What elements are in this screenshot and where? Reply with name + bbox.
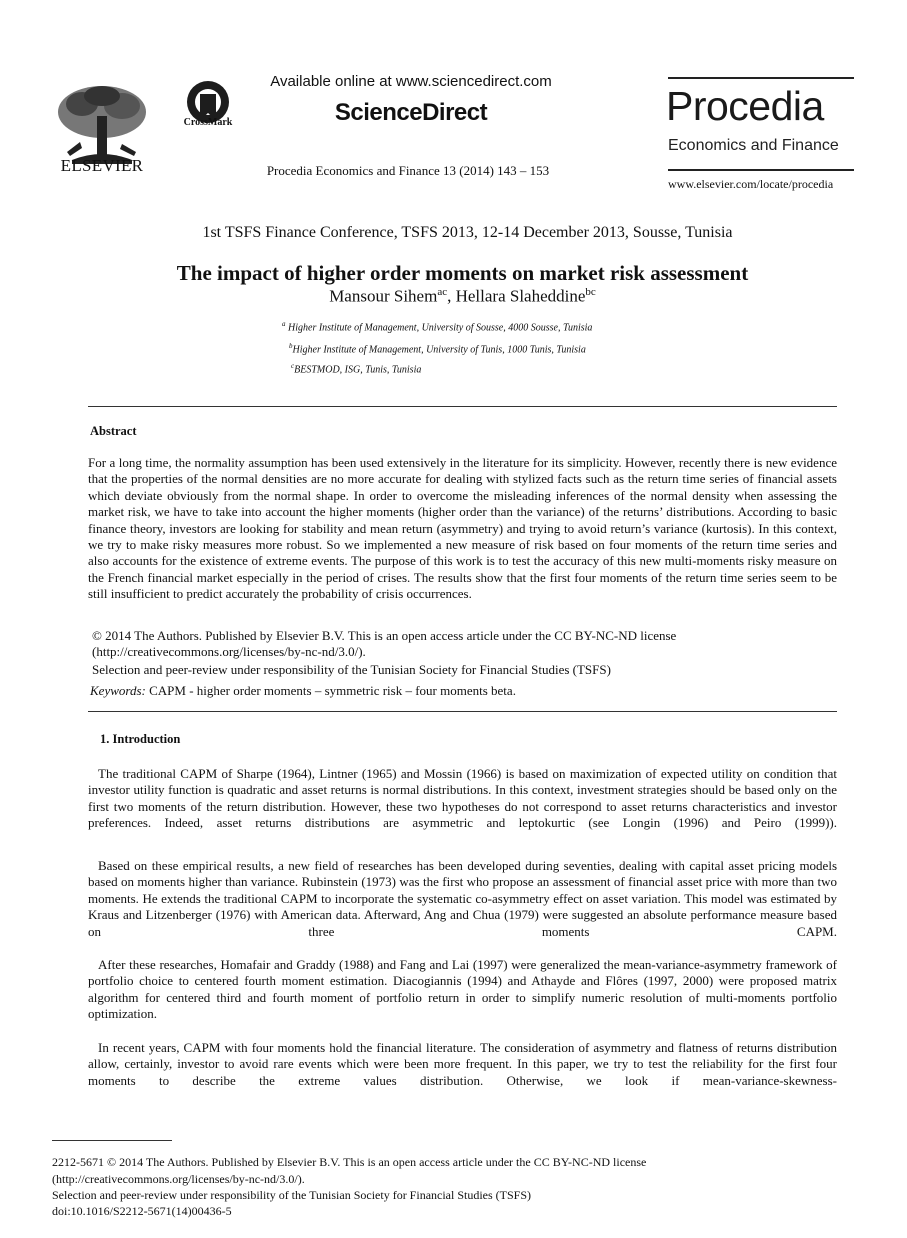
sciencedirect-logo: ScienceDirect [334, 99, 488, 126]
affiliation-b [289, 342, 586, 355]
paper-title: The impact of higher order moments on market risk assessment [176, 261, 749, 285]
intro-paragraph-4 [88, 1040, 837, 1089]
intro-paragraph-1 [88, 766, 837, 832]
affiliation-c-text: BESTMOD, ISG, Tunis, Tunisia [294, 364, 422, 376]
keywords [90, 683, 516, 699]
intro-paragraph-2-text: Based on these empirical results, a new field of researches has been developed during seventies, dealing with capital asset pricing models based on moments higher than variance. Rubinstein (1973) was the first who propose an assessment of financial asset price with more than two moments. He extends the traditional CAPM to incorporate the systematic co-asymmetry effect on asset variation. This model was estimated by Kraus and Litzenberger (1976) with American data. Afterward, Ang and Chua (1979) were suggested an absolute performance measure based on three moments CAPM. [88, 858, 837, 939]
procedia-rule-top [668, 77, 854, 79]
abstract-heading: Abstract [90, 424, 137, 438]
affiliation-c [291, 362, 421, 375]
footnote-peer-review: Selection and peer-review under responsibility of the Tunisian Society for Financial Studies (TSFS) [52, 1188, 532, 1202]
keywords-text: CAPM - higher order moments – symmetric risk – four moments beta. [145, 683, 516, 698]
elsevier-wordmark: ELSEVIER [60, 156, 144, 175]
affiliation-b-sup: b [289, 342, 293, 350]
abstract-text: For a long time, the normality assumption has been used extensively in the literature for its simplicity. However, recently there is new evidence that the properties of the normal densities are no more accurate for dealing with stylized facts such as the return time series of financial assets which deviate obviously from the normal shape. In order to overcome the misleading inferences of the normal density when assessing the market risk, we have to take into account the higher moments (higher order than the variance) of the returns’ distributions. According to basic finance theory, investors are looking for stability and mean return (asymmetry) and trying to avoid return’s variance (kurtosis). In this context, we try to make risky measures more robust. So we implemented a new measure of risk based on four moments of the return time series and also accounts for the existence of extreme events. The purpose of this work is to test the accuracy of this new multi-moments risky measure on the French financial market especially in the period of crises. The results show that the first four moments of the return time series seem to be still insufficient to predict accurately the probability of crisis occurrences. [88, 455, 837, 602]
intro-paragraph-3 [88, 957, 837, 1023]
affiliation-a-sup: a [282, 320, 286, 328]
divider-top [88, 406, 837, 407]
procedia-rule-bottom [668, 169, 854, 171]
author-1: Mansour Sihem [329, 286, 438, 306]
divider-bottom [88, 711, 837, 712]
author-2: Hellara Slaheddine [455, 286, 586, 306]
intro-paragraph-3-text: After these researches, Homafair and Graddy (1988) and Fang and Lai (1997) were generalized the mean-variance-asymmetry framework of portfolio choice to centered fourth moment estimation. Diacogiannis (1994) and Athayde and Flôres (1997, 2000) were proposed matrix algorithm for centered third and fourth moment of portfolio return in order to simplify numeric resolution of multi-moments portfolio optimization. [88, 957, 837, 1022]
intro-paragraph-4-text: In recent years, CAPM with four moments hold the financial literature. The consideration of asymmetry and flatness of returns distribution allow, certainly, investor to avoid rare events which were been more frequent. In this paper, we try to test the reliability for the first four moments to describe the extreme values distribution. Otherwise, we look if mean-variance-skewness- [88, 1040, 837, 1088]
intro-paragraph-1-text: The traditional CAPM of Sharpe (1964), Lintner (1965) and Mossin (1966) is based on maximization of expected utility on condition that investor utility function is quadratic and asset returns is normal distributions. In this context, investment strategies should be based only on the first two moments of the return distribution. However, these two hypotheses do not correspond to asset returns characteristics and investor preferences. Indeed, asset returns distributions are asymmetric and leptokurtic (see Longin (1996) and Peiro (1999)). [88, 766, 837, 831]
author-separator: , [447, 286, 456, 306]
license-line-1: © 2014 The Authors. Published by Elsevier B.V. This is an open access article under the CC BY-NC-ND license [92, 628, 677, 643]
procedia-subtitle: Economics and Finance [668, 137, 839, 154]
peer-review-line: Selection and peer-review under responsibility of the Tunisian Society for Financial Studies (TSFS) [92, 662, 611, 677]
procedia-logo: Procedia [666, 83, 824, 129]
author-2-sup: bc [585, 286, 596, 298]
author-1-sup: ac [437, 286, 448, 298]
journal-citation: Procedia Economics and Finance 13 (2014) 143 – 153 [266, 163, 550, 178]
keywords-label: Keywords: [90, 683, 146, 698]
crossmark-label: CrossMark [183, 117, 233, 128]
conference-line: 1st TSFS Finance Conference, TSFS 2013, 12-14 December 2013, Sousse, Tunisia [202, 224, 733, 241]
intro-paragraph-2 [88, 858, 837, 940]
footnote-doi[interactable]: doi:10.1016/S2212-5671(14)00436-5 [52, 1204, 232, 1218]
license-link[interactable]: (http://creativecommons.org/licenses/by-nc-nd/3.0/). [92, 644, 366, 659]
affiliation-a [282, 320, 592, 333]
affiliation-b-text: Higher Institute of Management, University of Tunis, 1000 Tunis, Tunisia [292, 344, 586, 356]
procedia-url[interactable]: www.elsevier.com/locate/procedia [668, 177, 834, 191]
footnote-license-link[interactable]: (http://creativecommons.org/licenses/by-nc-nd/3.0/). [52, 1172, 305, 1186]
affiliation-c-sup: c [291, 362, 295, 370]
affiliation-a-text: Higher Institute of Management, University of Sousse, 4000 Sousse, Tunisia [285, 322, 593, 334]
available-online[interactable]: Available online at www.sciencedirect.com [270, 73, 552, 90]
author-list [0, 286, 907, 307]
footnote-rule [52, 1140, 172, 1141]
intro-heading: 1. Introduction [100, 732, 181, 746]
footnote-issn-license: 2212-5671 © 2014 The Authors. Published by Elsevier B.V. This is an open access article under the CC BY-NC-ND license [52, 1155, 647, 1169]
